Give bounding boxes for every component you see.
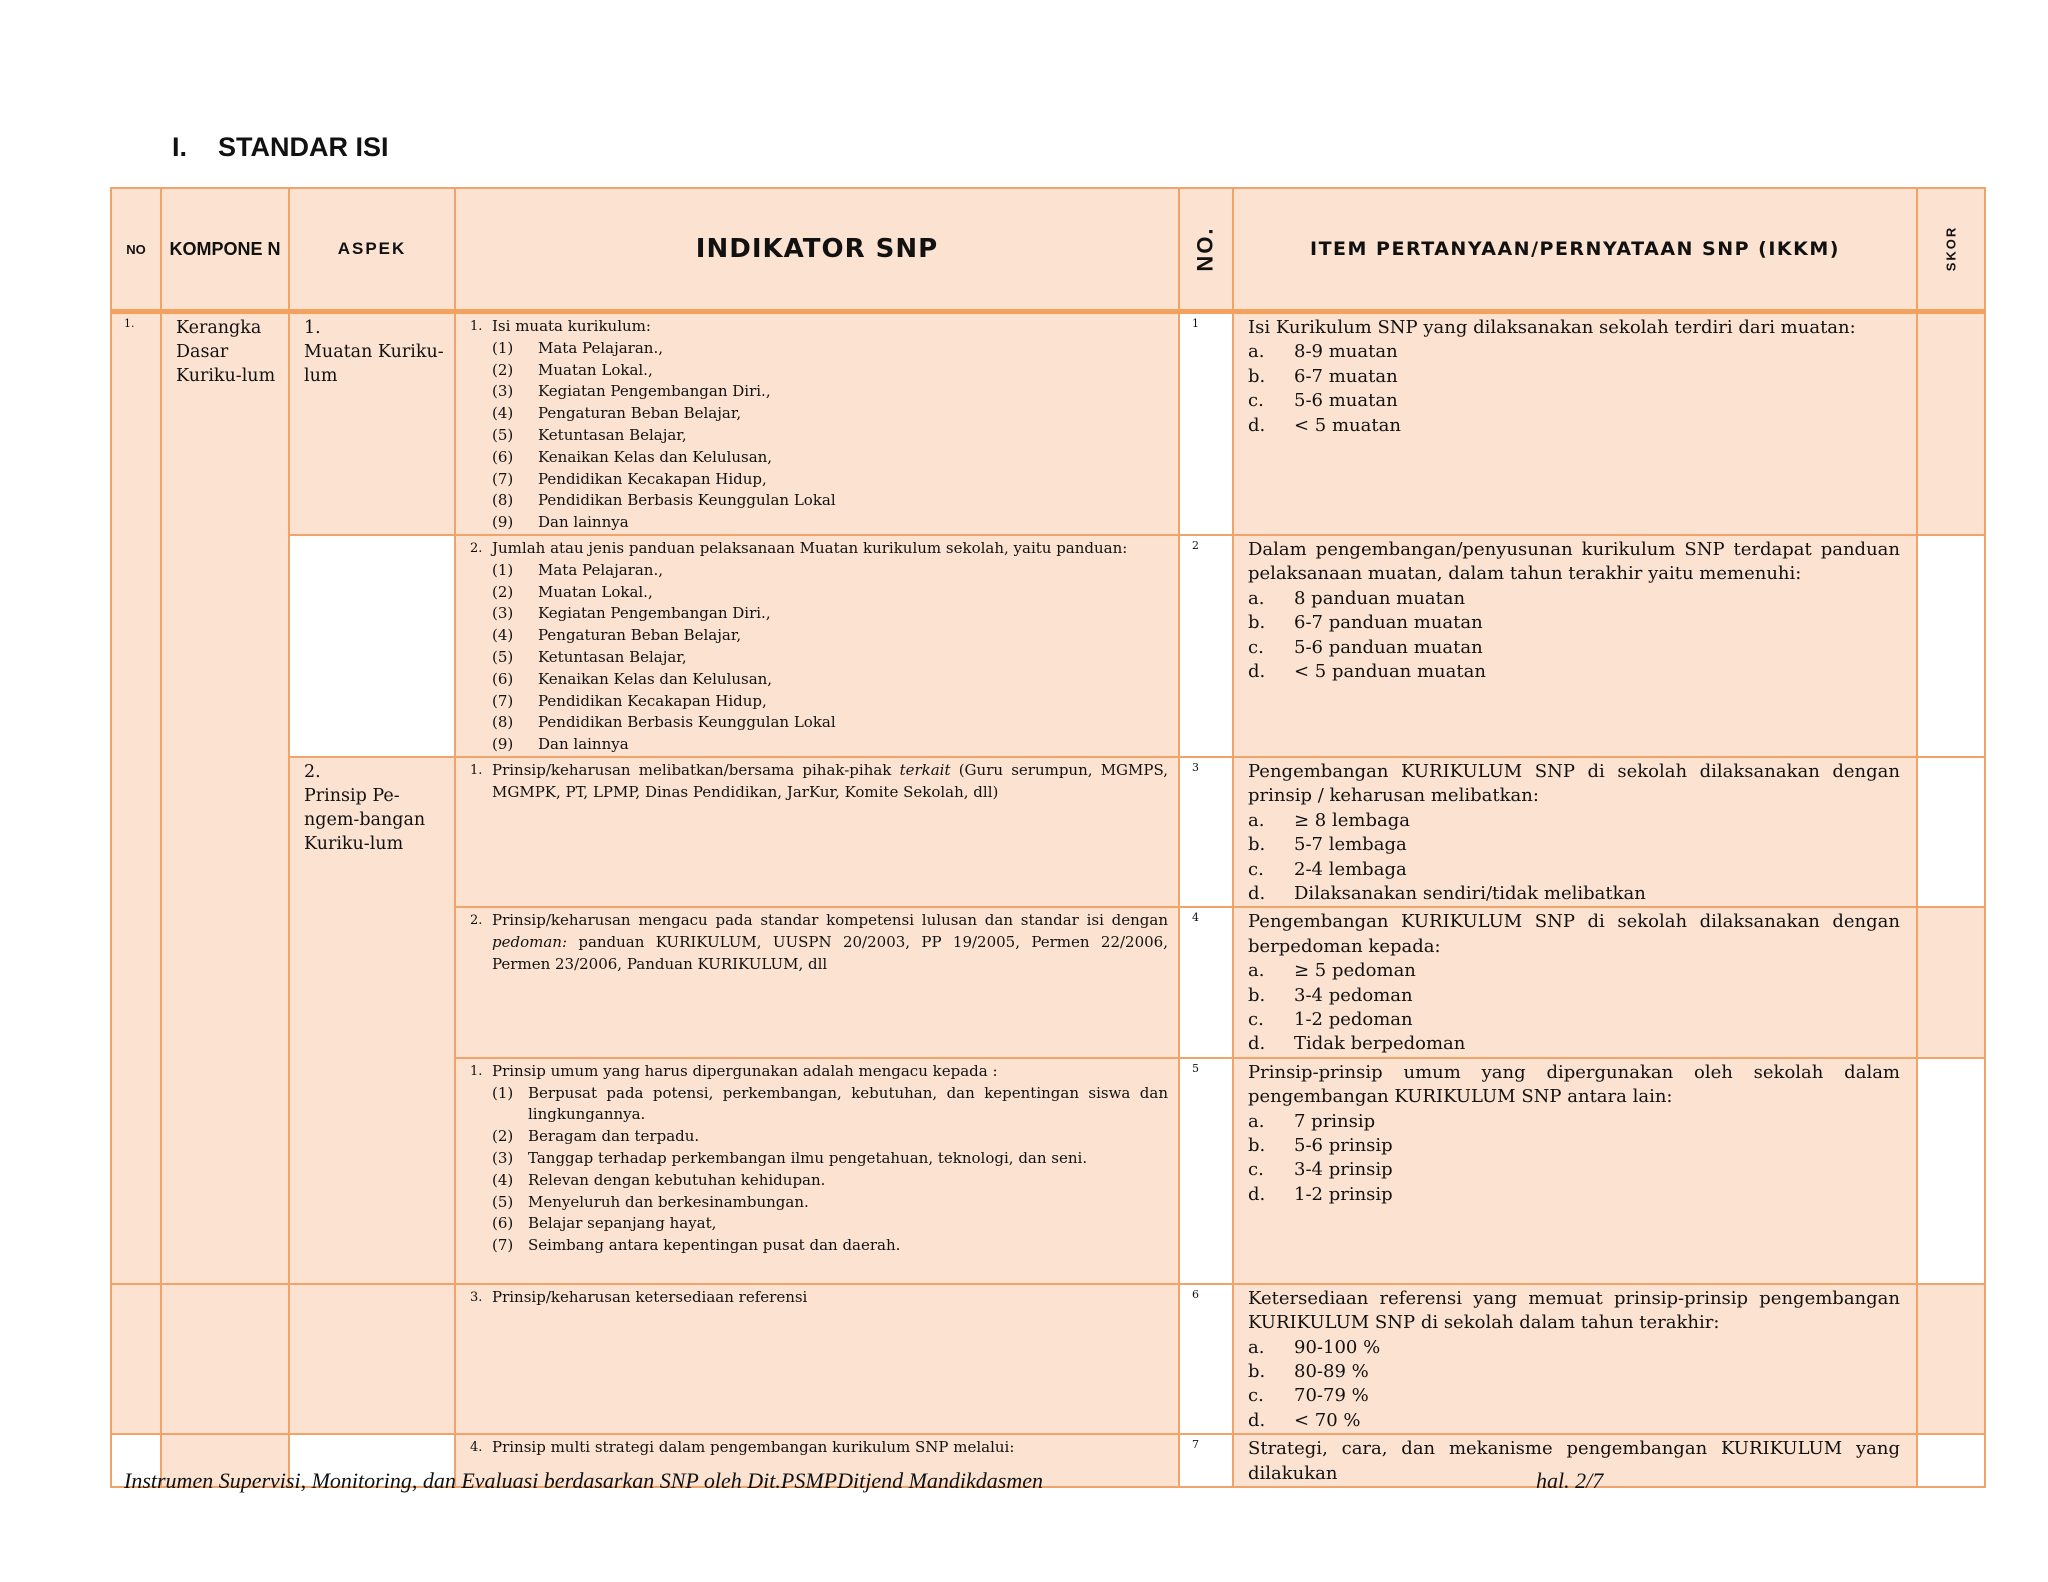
list-item: (3) Tanggap terhadap perkembangan ilmu pengetahuan, teknologi, dan seni. xyxy=(492,1149,1088,1168)
list-item: (4) Pengaturan Beban Belajar, xyxy=(492,404,742,423)
list-item: (2) Muatan Lokal., xyxy=(492,360,653,379)
indikator-text: Prinsip umum yang harus dipergunakan adalah mengacu kepada : xyxy=(492,1061,998,1080)
aspek-label: Prinsip Pe-ngem-bangan Kuriku-lum xyxy=(304,785,426,854)
skor-cell[interactable] xyxy=(1917,1284,1985,1434)
list-item: (1) Mata Pelajaran., xyxy=(492,560,663,579)
indikator-text: Prinsip/keharusan mengacu pada standar kompetensi lulusan dan standar isi dengan pedoman: panduan KURIKULUM, UUSPN 20/2003, PP 19/2005, Permen 22/2006, Permen 23/2006, Panduan KURIKULUM, dll xyxy=(492,911,1168,973)
item-number-cell xyxy=(1179,312,1233,535)
list-item: (1) Mata Pelajaran., xyxy=(492,338,663,357)
item-cell xyxy=(1233,757,1917,907)
item-option: a. 8-9 muatan xyxy=(1248,341,1398,363)
list-item: (7) Pendidikan Kecakapan Hidup, xyxy=(492,691,767,710)
header-no2 xyxy=(1179,188,1233,312)
indikator-text: Prinsip/keharusan melibatkan/bersama pihak-pihak terkait (Guru serumpun, MGMPS, MGMPK, PT, LPMP, Dinas Pendidikan, JarKur, Komite Sekolah, dll) xyxy=(492,760,1168,801)
item-number-cell xyxy=(1179,757,1233,907)
list-item: (4) Relevan dengan kebutuhan kehidupan. xyxy=(492,1170,826,1189)
table-row xyxy=(111,312,1985,535)
indikator-number: 4. xyxy=(470,1440,483,1456)
indikator-number: 2. xyxy=(470,540,483,556)
skor-cell[interactable] xyxy=(1917,1434,1985,1487)
header-skor xyxy=(1917,188,1985,312)
indikator-cell xyxy=(455,907,1179,1057)
indikator-cell xyxy=(455,1058,1179,1284)
item-number: 5 xyxy=(1192,1061,1199,1075)
item-option: c. 2-4 lembaga xyxy=(1248,858,1407,880)
item-number: 2 xyxy=(1192,538,1199,552)
item-option: d. 1-2 prinsip xyxy=(1248,1183,1393,1205)
item-option: b. 80-89 % xyxy=(1248,1361,1369,1383)
item-option: b. 6-7 muatan xyxy=(1248,365,1398,387)
item-cell xyxy=(1233,535,1917,757)
list-item: (6) Kenaikan Kelas dan Kelulusan, xyxy=(492,669,773,688)
aspek-cell xyxy=(289,757,455,1284)
item-number-cell xyxy=(1179,535,1233,757)
item-option: a. ≥ 8 lembaga xyxy=(1248,809,1410,831)
item-question: Prinsip-prinsip umum yang dipergunakan oleh sekolah dalam pengembangan KURIKULUM SNP antara lain: xyxy=(1248,1061,1900,1108)
aspek-cell xyxy=(289,312,455,535)
indikator-text: Prinsip multi strategi dalam pengembangan kurikulum SNP melalui: xyxy=(492,1438,1015,1457)
skor-cell[interactable] xyxy=(1917,757,1985,907)
item-option: a. 7 prinsip xyxy=(1248,1110,1376,1132)
header-item: ITEM PERTANYAAN/PERNYATAAN SNP (IKKM) xyxy=(1233,188,1917,312)
header-komponen: KOMPONE N xyxy=(161,188,289,312)
item-question: Ketersediaan referensi yang memuat prinsip-prinsip pengembangan KURIKULUM SNP di sekolah dalam tahun terakhir: xyxy=(1248,1287,1900,1334)
list-item: (6) Kenaikan Kelas dan Kelulusan, xyxy=(492,447,773,466)
item-option: b. 5-7 lembaga xyxy=(1248,834,1407,856)
list-item: (2) Muatan Lokal., xyxy=(492,582,653,601)
item-number: 4 xyxy=(1192,911,1199,925)
item-cell xyxy=(1233,1058,1917,1284)
aspek-cell xyxy=(289,535,455,757)
indikator-number: 3. xyxy=(470,1289,483,1305)
list-item: (8) Pendidikan Berbasis Keunggulan Lokal xyxy=(492,491,836,510)
table-row xyxy=(111,1284,1985,1434)
list-item: (5) Ketuntasan Belajar, xyxy=(492,647,687,666)
komponen-cell xyxy=(161,312,289,1284)
header-skor-text: SKOR xyxy=(1943,225,1959,272)
standar-isi-table xyxy=(110,187,1986,1488)
list-item: (2) Beragam dan terpadu. xyxy=(492,1127,700,1146)
header-indikator: INDIKATOR SNP xyxy=(455,188,1179,312)
section-number: I. xyxy=(172,132,188,162)
item-question: Pengembangan KURIKULUM SNP di sekolah dilaksanakan dengan berpedoman kepada: xyxy=(1248,911,1900,957)
skor-cell[interactable] xyxy=(1917,535,1985,757)
table-header-row xyxy=(111,188,1985,312)
aspek-label: Muatan Kuriku-lum xyxy=(304,342,444,386)
item-option: b. 6-7 panduan muatan xyxy=(1248,612,1483,634)
item-option: c. 3-4 prinsip xyxy=(1248,1159,1393,1181)
page-number: hal. 2/7 xyxy=(1536,1468,1604,1493)
list-item: (4) Pengaturan Beban Belajar, xyxy=(492,626,742,645)
item-cell xyxy=(1233,907,1917,1057)
item-option: d. Dilaksanakan sendiri/tidak melibatkan xyxy=(1248,883,1646,904)
aspek-number: 1. xyxy=(304,318,321,338)
item-option: a. ≥ 5 pedoman xyxy=(1248,960,1416,982)
item-question: Strategi, cara, dan mekanisme pengembangan KURIKULUM yang dilakukan xyxy=(1248,1438,1900,1484)
indikator-cell xyxy=(455,535,1179,757)
list-item: (3) Kegiatan Pengembangan Diri., xyxy=(492,382,771,401)
indikator-cell xyxy=(455,1284,1179,1434)
indikator-text: Isi muata kurikulum: xyxy=(492,317,651,335)
indikator-cell xyxy=(455,757,1179,907)
list-item: (7) Seimbang antara kepentingan pusat dan daerah. xyxy=(492,1236,901,1255)
item-number-cell xyxy=(1179,1284,1233,1434)
item-cell xyxy=(1233,1284,1917,1434)
list-item: (5) Ketuntasan Belajar, xyxy=(492,425,687,444)
section-heading: STANDAR ISI xyxy=(218,132,389,162)
skor-cell[interactable] xyxy=(1917,312,1985,535)
indikator-number: 1. xyxy=(470,762,483,778)
item-option: a. 90-100 % xyxy=(1248,1336,1381,1358)
list-item: (3) Kegiatan Pengembangan Diri., xyxy=(492,604,771,623)
indikator-number: 1. xyxy=(470,1063,483,1079)
item-number: 3 xyxy=(1192,760,1199,774)
list-item: (8) Pendidikan Berbasis Keunggulan Lokal xyxy=(492,713,836,732)
item-option: b. 3-4 pedoman xyxy=(1248,984,1413,1006)
footer-text: Instrumen Supervisi, Monitoring, dan Evaluasi berdasarkan SNP oleh Dit.PSMPDitjend Mandikdasmen xyxy=(124,1468,1044,1493)
item-question: Pengembangan KURIKULUM SNP di sekolah dilaksanakan dengan prinsip / keharusan melibatkan: xyxy=(1248,760,1900,807)
list-item: (1) Berpusat pada potensi, perkembangan, kebutuhan, dan kepentingan siswa dan lingkungannya. xyxy=(492,1083,1168,1124)
komponen-text: Kerangka Dasar Kuriku-lum xyxy=(176,318,276,386)
item-option: d. Tidak berpedoman xyxy=(1248,1033,1466,1055)
item-number: 6 xyxy=(1192,1287,1199,1301)
list-item: (9) Dan lainnya xyxy=(492,513,629,532)
item-cell xyxy=(1233,312,1917,535)
indikator-number: 1. xyxy=(470,319,483,334)
item-number: 7 xyxy=(1192,1438,1199,1452)
item-option: c. 1-2 pedoman xyxy=(1248,1009,1413,1031)
item-number-cell xyxy=(1179,907,1233,1057)
list-item: (7) Pendidikan Kecakapan Hidup, xyxy=(492,469,767,488)
table-row xyxy=(111,757,1985,907)
list-item: (5) Menyeluruh dan berkesinambungan. xyxy=(492,1192,809,1211)
item-option: c. 70-79 % xyxy=(1248,1385,1369,1407)
item-option: d. < 5 muatan xyxy=(1248,414,1401,436)
row-number-cell xyxy=(111,1284,161,1434)
item-option: d. < 70 % xyxy=(1248,1409,1361,1431)
skor-cell[interactable] xyxy=(1917,907,1985,1057)
item-number-cell xyxy=(1179,1434,1233,1487)
list-item: (6) Belajar sepanjang hayat, xyxy=(492,1214,717,1233)
indikator-text: Prinsip/keharusan ketersediaan referensi xyxy=(492,1287,808,1306)
table-row xyxy=(111,535,1985,757)
row-number: 1. xyxy=(124,317,135,330)
header-no: NO xyxy=(111,188,161,312)
indikator-text: Jumlah atau jenis panduan pelaksanaan Muatan kurikulum sekolah, yaitu panduan: xyxy=(492,538,1128,557)
aspek-cell xyxy=(289,1284,455,1434)
item-question: Dalam pengembangan/penyusunan kurikulum SNP terdapat panduan pelaksanaan muatan, dalam tahun terakhir yaitu memenuhi: xyxy=(1248,538,1900,585)
item-number: 1 xyxy=(1192,317,1199,330)
section-title xyxy=(172,132,389,163)
item-option: b. 5-6 prinsip xyxy=(1248,1135,1393,1157)
list-item: (9) Dan lainnya xyxy=(492,735,629,754)
row-number-cell xyxy=(111,312,161,1284)
indikator-number: 2. xyxy=(470,913,483,929)
aspek-number: 2. xyxy=(304,761,321,782)
header-no2-text: NO. xyxy=(1193,226,1218,272)
item-option: a. 8 panduan muatan xyxy=(1248,587,1466,609)
item-option: d. < 5 panduan muatan xyxy=(1248,661,1486,682)
item-option: c. 5-6 muatan xyxy=(1248,390,1398,412)
skor-cell[interactable] xyxy=(1917,1058,1985,1284)
indikator-cell xyxy=(455,312,1179,535)
item-number-cell xyxy=(1179,1058,1233,1284)
item-option: c. 5-6 panduan muatan xyxy=(1248,636,1483,658)
header-aspek: ASPEK xyxy=(289,188,455,312)
komponen-cell xyxy=(161,1284,289,1434)
item-question: Isi Kurikulum SNP yang dilaksanakan sekolah terdiri dari muatan: xyxy=(1248,317,1856,338)
